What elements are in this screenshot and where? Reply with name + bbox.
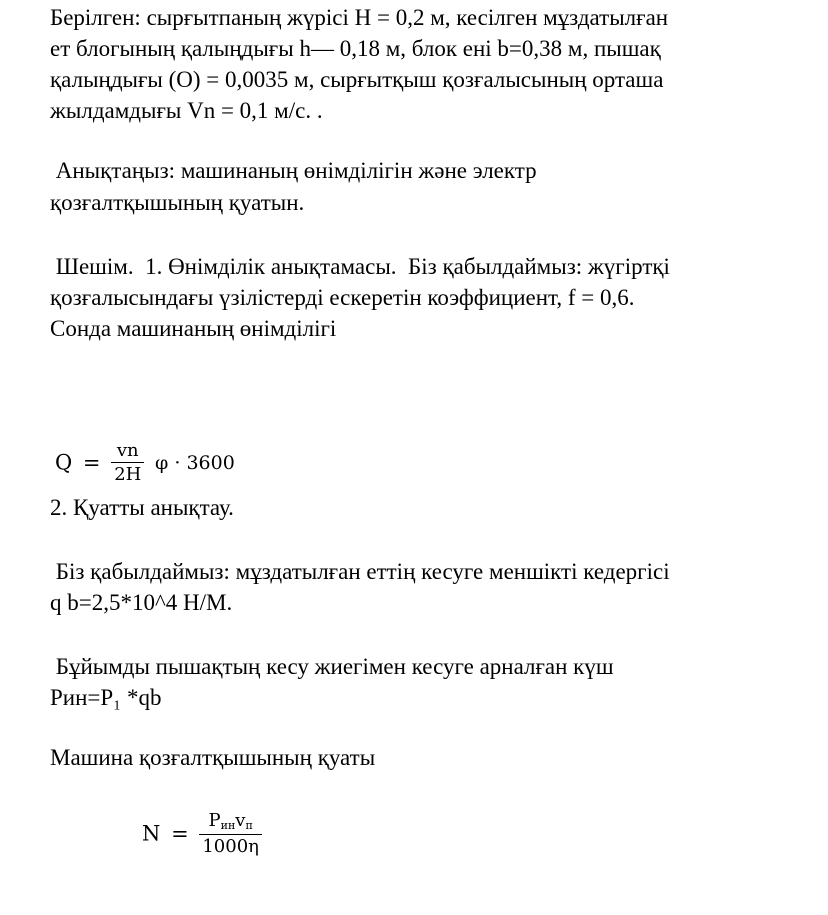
- formula-n-lhs: N: [142, 821, 161, 846]
- formula-q-lhs: Q: [55, 450, 73, 475]
- formula-n-equals: =: [171, 821, 189, 846]
- formula-n-v-sub: п: [245, 819, 253, 832]
- force-line-1: Бұйымды пышақтың кесу жиегімен кесуге арналған күш: [50, 654, 614, 679]
- determine-line-2: қозғалтқышының қуатын.: [50, 190, 305, 215]
- formula-n-p-sub: ин: [220, 819, 236, 832]
- solution-line-3: Сонда машинаның өнімділігі: [50, 316, 337, 341]
- formula-q-numerator: vn: [111, 440, 144, 463]
- solution-line-1: Шешім. 1. Өнімділік анықтамасы. Біз қабылдаймыз: жүгіртқі: [50, 254, 670, 279]
- force-line-2: Рин=Р₁ *qb: [50, 685, 162, 710]
- determine-line-1: Анықтаңыз: машинаның өнімділігін және электр: [50, 158, 537, 183]
- formula-q-equals: =: [82, 450, 101, 475]
- power-heading: 2. Қуатты анықтау.: [50, 495, 234, 520]
- resistance-line-2: q b=2,5*10^4 Н/М.: [50, 590, 233, 615]
- given-line-2: ет блогының қалыңдығы һ— 0,18 м, блок ені b=0,38 м, пышақ: [50, 36, 661, 61]
- formula-q-tail: φ · 3600: [155, 451, 235, 474]
- given-line-4: жылдамдығы Vn = 0,1 м/с. .: [50, 98, 323, 123]
- motor-power-formula: [142, 810, 262, 857]
- formula-n-p: P: [208, 810, 221, 831]
- formula-q-fraction: [111, 440, 144, 485]
- motor-power-label: Машина қозғалтқышының қуаты: [50, 745, 376, 770]
- given-line-3: қалыңдығы (О) = 0,0035 м, сырғытқыш қозғалысының орташа: [50, 67, 664, 92]
- formula-n-denominator: 1000η: [202, 836, 259, 857]
- formula-n-v: v: [235, 810, 246, 831]
- solution-line-2: қозғалысындағы үзілістерді ескеретін коэффициент, f = 0,6.: [50, 285, 635, 310]
- formula-q-denominator: 2H: [114, 464, 142, 485]
- formula-n-fraction: [199, 810, 262, 857]
- resistance-line-1: Біз қабылдаймыз: мұздатылған еттің кесуге меншікті кедергісі: [50, 559, 670, 584]
- formula-n-numerator: [199, 810, 262, 835]
- productivity-formula: [55, 440, 235, 485]
- given-line-1: Берілген: сырғытпаның жүрісі Н = 0,2 м, кесілген мұздатылған: [50, 5, 669, 30]
